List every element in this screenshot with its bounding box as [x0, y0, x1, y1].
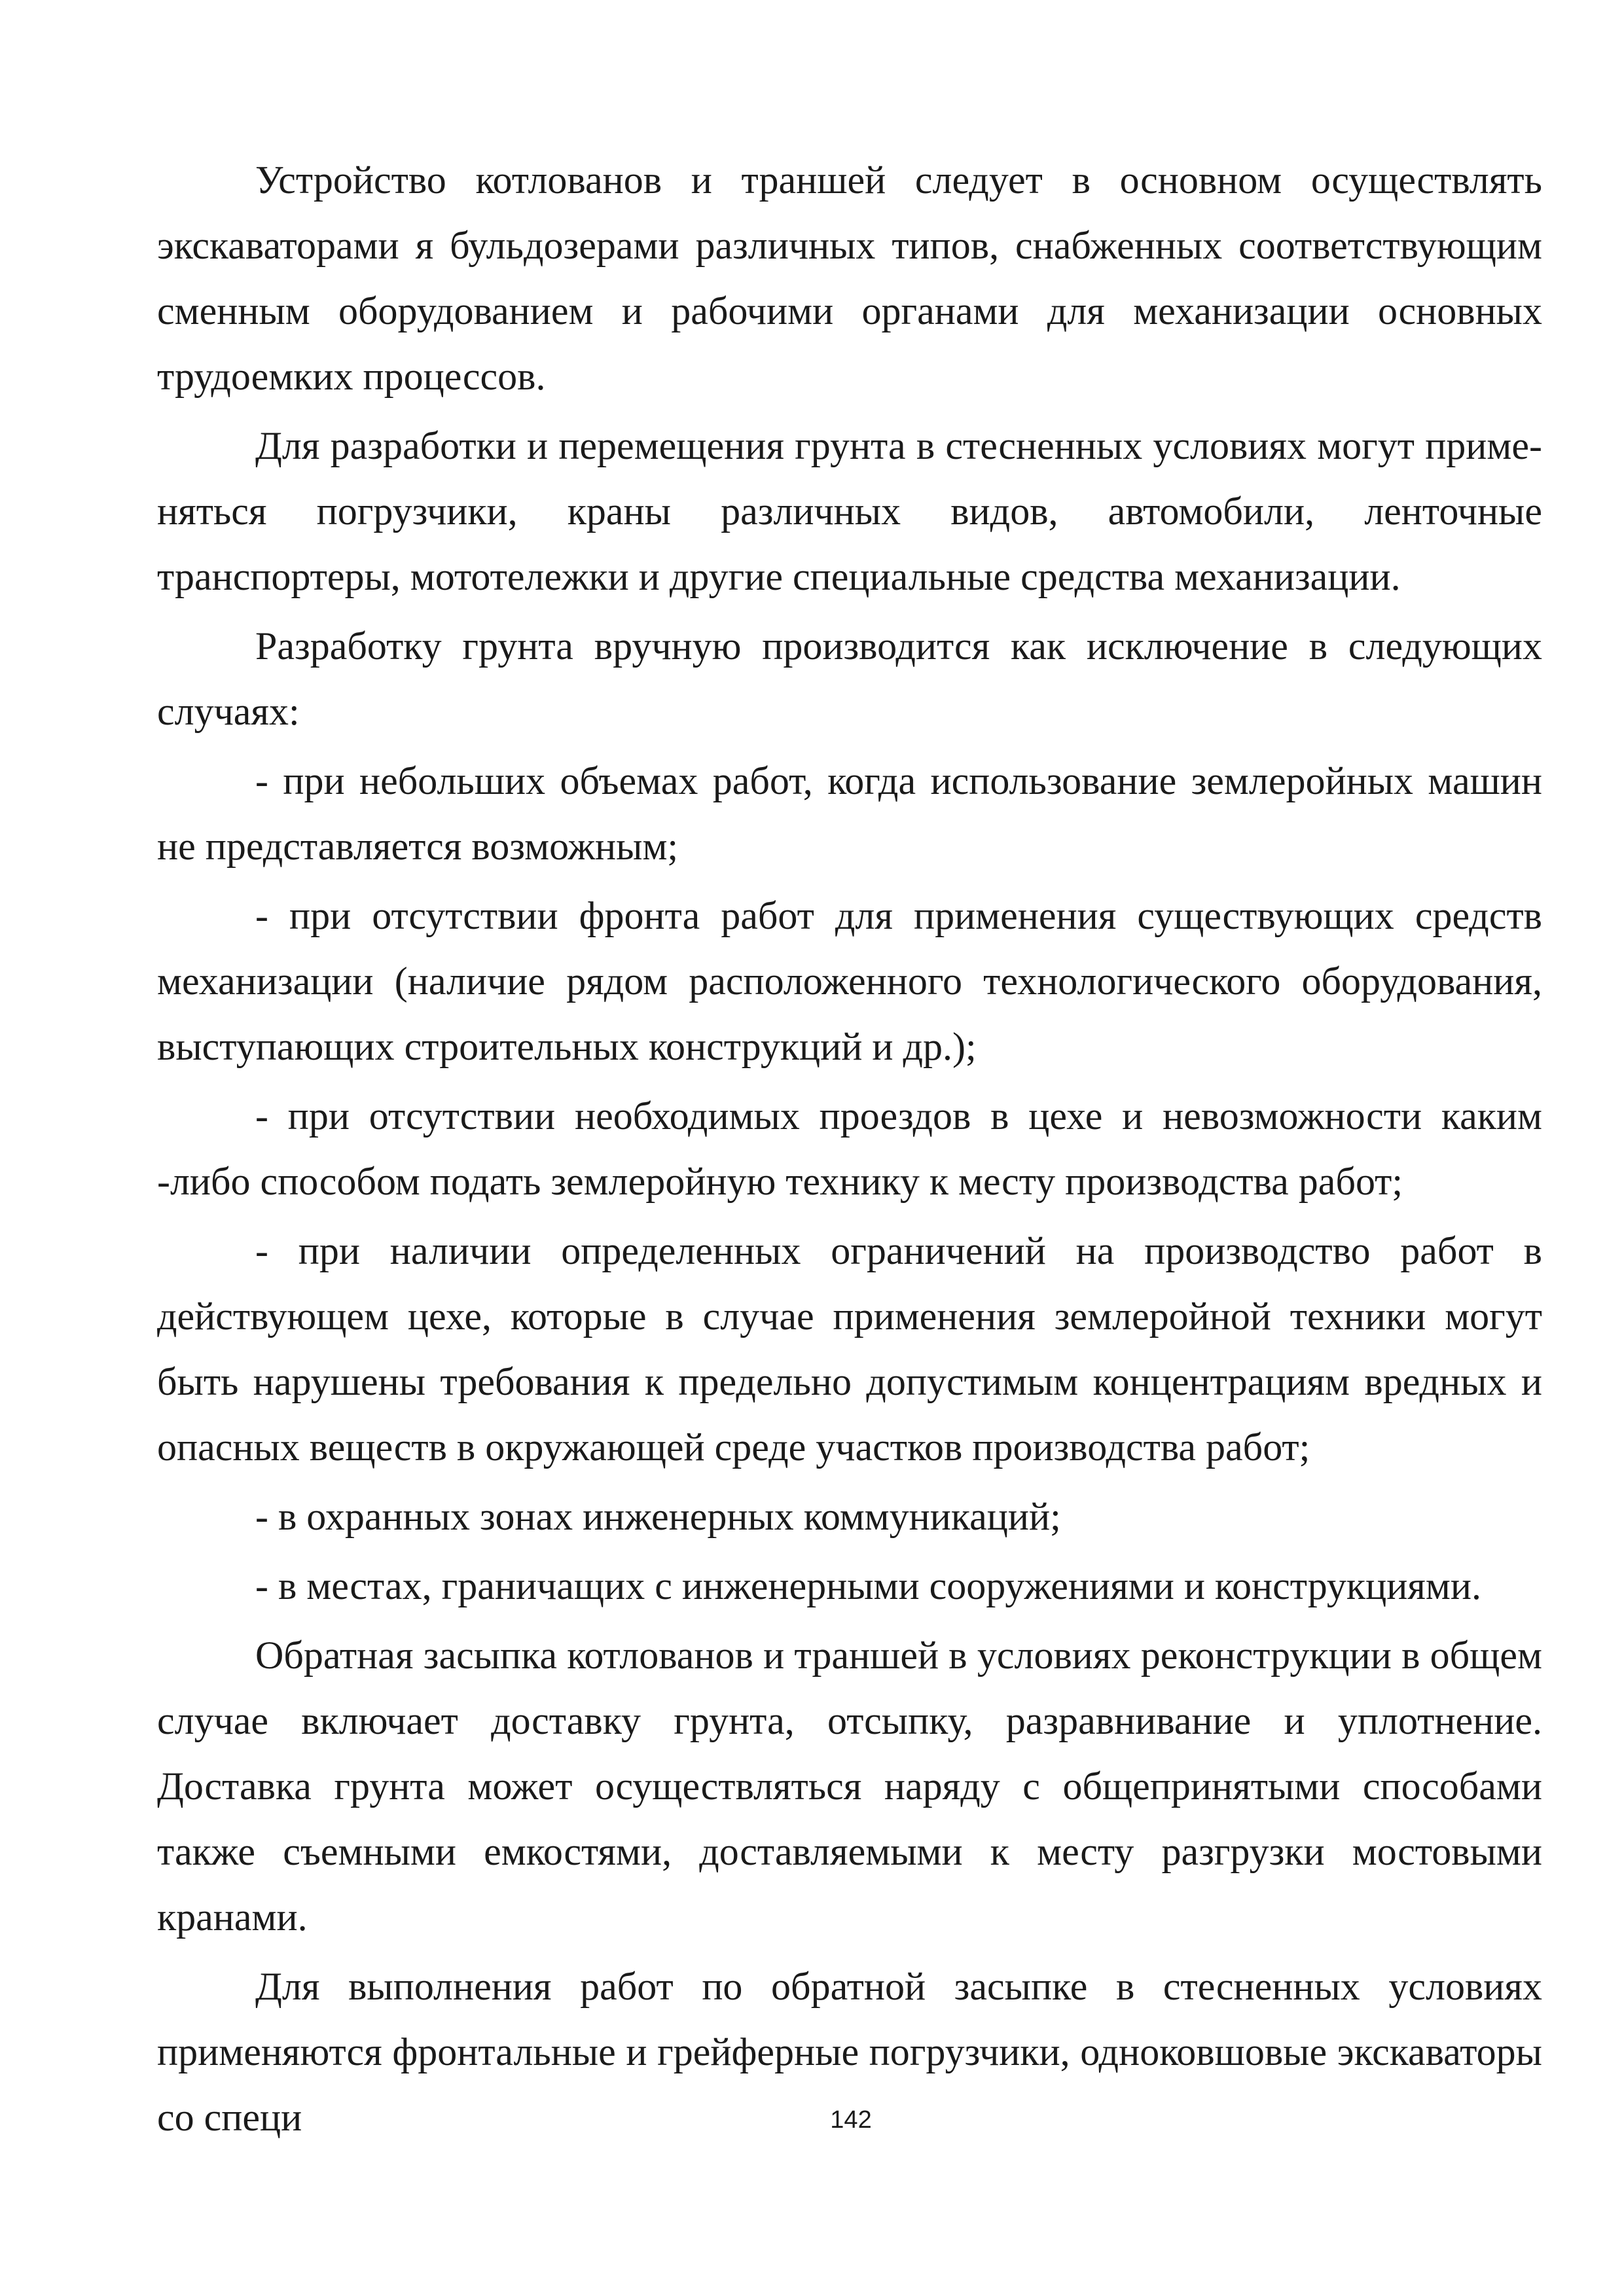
paragraph-4: Обратная засыпка котлованов и траншей в условиях реконструкции в общем случае включает доставку грунта, отсыпку, разравнивание и уплотнение. Доставка грунта может осуществляться наряду с общепринятыми способами также съемными емкостями, доставляемыми к месту разгрузки мостовыми кранами. — [157, 1634, 1542, 1939]
page-number: 142 — [830, 2106, 872, 2134]
list-item-6: - в местах, граничащих с инженерными сооружениями и конструкциями. — [255, 1564, 1481, 1607]
list-item-3: - при отсутствии необходимых проездов в цехе и невозможности каким -либо способом подать землеройную технику к месту производства работ; — [157, 1094, 1542, 1203]
paragraph-2: Для разработки и перемещения грунта в стесненных условиях могут применяться погрузчики, краны различных видов, автомобили, ленточные транспортеры, мототележки и другие специальные средства механизации. — [157, 424, 1542, 598]
list-item-1: - при небольших объемах работ, когда использование землеройных машин не представляется возможным; — [157, 759, 1542, 868]
paragraph-3: Разработку грунта вручную производится как исключение в следующих случаях: — [157, 624, 1542, 733]
body-text — [157, 147, 1542, 2150]
paragraph-5: Для выполнения работ по обратной засыпке в стесненных условиях применяются фронтальные и грейферные погрузчики, одноковшовые экскаваторы со специ — [157, 1965, 1542, 2139]
list-item-2: - при отсутствии фронта работ для применения существующих средств механизации (наличие рядом расположенного технологического оборудования, выступающих строительных конструкций и др.); — [157, 894, 1542, 1068]
list-item-4: - при наличии определенных ограничений на производство работ в действующем цехе, которые в случае применения землеройной техники могут быть нарушены требования к предельно допустимым концентрациям вредных и опасных веществ в окружающей среде участков производства работ; — [157, 1229, 1542, 1469]
list-item-5: - в охранных зонах инженерных коммуникаций; — [255, 1495, 1061, 1538]
paragraph-1: Устройство котлованов и траншей следует в основном осуществлять экскаваторами я бульдозерами различных типов, снабженных соответствующим сменным оборудованием и рабочими органами для механизации основных трудоемких процессов. — [157, 158, 1542, 398]
